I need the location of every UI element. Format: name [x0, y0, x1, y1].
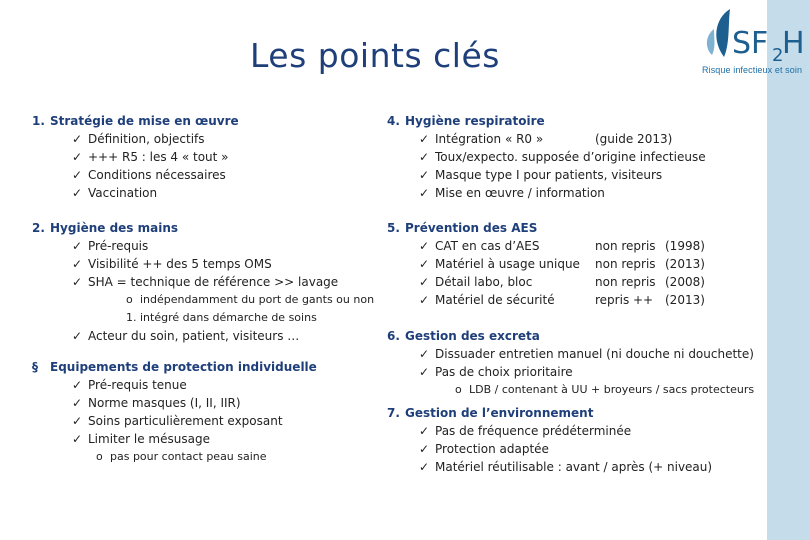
logo-h: H: [782, 26, 805, 61]
check-icon: ✓: [419, 293, 430, 307]
logo-tagline: Risque infectieux et soin: [702, 65, 803, 75]
list-item: ✓ CAT en cas d’AES non repris (1998): [419, 239, 705, 253]
check-icon: ✓: [419, 460, 430, 474]
check-icon: ✓: [72, 275, 83, 289]
check-icon: ✓: [419, 186, 430, 200]
sub-item: 1. intégré dans démarche de soins: [126, 311, 317, 324]
list-item: ✓ Visibilité ++ des 5 temps OMS: [72, 257, 272, 271]
check-icon: ✓: [72, 168, 83, 182]
list-item: ✓ Définition, objectifs: [72, 132, 205, 146]
check-icon: ✓: [419, 168, 430, 182]
check-icon: ✓: [72, 378, 83, 392]
list-item: ✓ Protection adaptée: [419, 442, 549, 456]
section-heading: 6. Gestion des excreta: [387, 329, 540, 343]
sub-item: o LDB / contenant à UU + broyeurs / sacs protecteurs: [455, 383, 755, 396]
section-hygiene-mains: [32, 219, 374, 345]
list-item: ✓ Pré-requis tenue: [72, 378, 187, 392]
section-aes: [387, 219, 705, 309]
section-excreta: [387, 327, 754, 399]
logo-leaf-dark: [716, 9, 730, 57]
section-environnement: [387, 404, 712, 476]
list-item: ✓ SHA = technique de référence >> lavage: [72, 275, 339, 289]
check-icon: ✓: [72, 186, 83, 200]
check-icon: ✓: [419, 132, 430, 146]
check-icon: ✓: [72, 432, 83, 446]
list-item: ✓ Vaccination: [72, 186, 158, 200]
sub-item: o indépendamment du port de gants ou non: [126, 293, 375, 306]
check-icon: ✓: [72, 329, 83, 343]
check-icon: ✓: [72, 257, 83, 271]
check-icon: ✓: [72, 396, 83, 410]
check-icon: ✓: [419, 347, 430, 361]
logo-leaf-light: [707, 29, 715, 55]
list-item: ✓ Matériel à usage unique non repris (2013): [419, 257, 705, 271]
list-item: ✓ Intégration « R0 » (guide 2013): [419, 132, 673, 146]
list-item: ✓ Mise en œuvre / information: [419, 186, 605, 200]
check-icon: ✓: [72, 132, 83, 146]
list-item: ✓ Norme masques (I, II, IIR): [72, 396, 241, 410]
section-heading: 2. Hygiène des mains: [32, 221, 179, 235]
logo-2: 2: [772, 45, 784, 66]
check-icon: ✓: [419, 239, 430, 253]
list-item: ✓ Toux/expecto. supposée d’origine infectieuse: [419, 150, 706, 164]
check-icon: ✓: [72, 150, 83, 164]
check-icon: ✓: [419, 150, 430, 164]
check-icon: ✓: [419, 442, 430, 456]
list-item: ✓ Matériel de sécurité repris ++ (2013): [419, 293, 705, 307]
list-item: ✓ Pré-requis: [72, 239, 149, 253]
section-epi: [32, 358, 317, 466]
list-item: ✓ Acteur du soin, patient, visiteurs …: [72, 329, 300, 343]
check-icon: ✓: [72, 239, 83, 253]
section-heading: § Equipements de protection individuelle: [32, 360, 317, 374]
check-icon: ✓: [419, 365, 430, 379]
list-item: ✓ Soins particulièrement exposant: [72, 414, 283, 428]
list-item: ✓ Conditions nécessaires: [72, 168, 226, 182]
section-heading: 4. Hygiène respiratoire: [387, 114, 545, 128]
check-icon: ✓: [419, 257, 430, 271]
list-item: ✓ Pas de choix prioritaire: [419, 365, 573, 379]
list-item: ✓ Matériel réutilisable : avant / après (+ niveau): [419, 460, 713, 474]
check-icon: ✓: [419, 275, 430, 289]
logo-sf: SF: [732, 26, 769, 61]
section-heading: 5. Prévention des AES: [387, 221, 538, 235]
list-item: ✓ Détail labo, bloc non repris (2008): [419, 275, 705, 289]
list-item: ✓ Masque type I pour patients, visiteurs: [419, 168, 663, 182]
section-heading: 1. Stratégie de mise en œuvre: [32, 114, 239, 128]
section-heading: 7. Gestion de l’environnement: [387, 406, 594, 420]
section-strategie: [32, 112, 239, 202]
list-item: ✓ Dissuader entretien manuel (ni douche ni douchette): [419, 347, 754, 361]
section-hygiene-respiratoire: [387, 112, 706, 202]
list-item: ✓ Limiter le mésusage: [72, 432, 210, 446]
list-item: ✓ Pas de fréquence prédéterminée: [419, 424, 632, 438]
sub-item: o pas pour contact peau saine: [96, 450, 267, 463]
check-icon: ✓: [72, 414, 83, 428]
page-title: Les points clés: [250, 36, 500, 75]
check-icon: ✓: [419, 424, 430, 438]
list-item: ✓ +++ R5 : les 4 « tout »: [72, 150, 229, 164]
